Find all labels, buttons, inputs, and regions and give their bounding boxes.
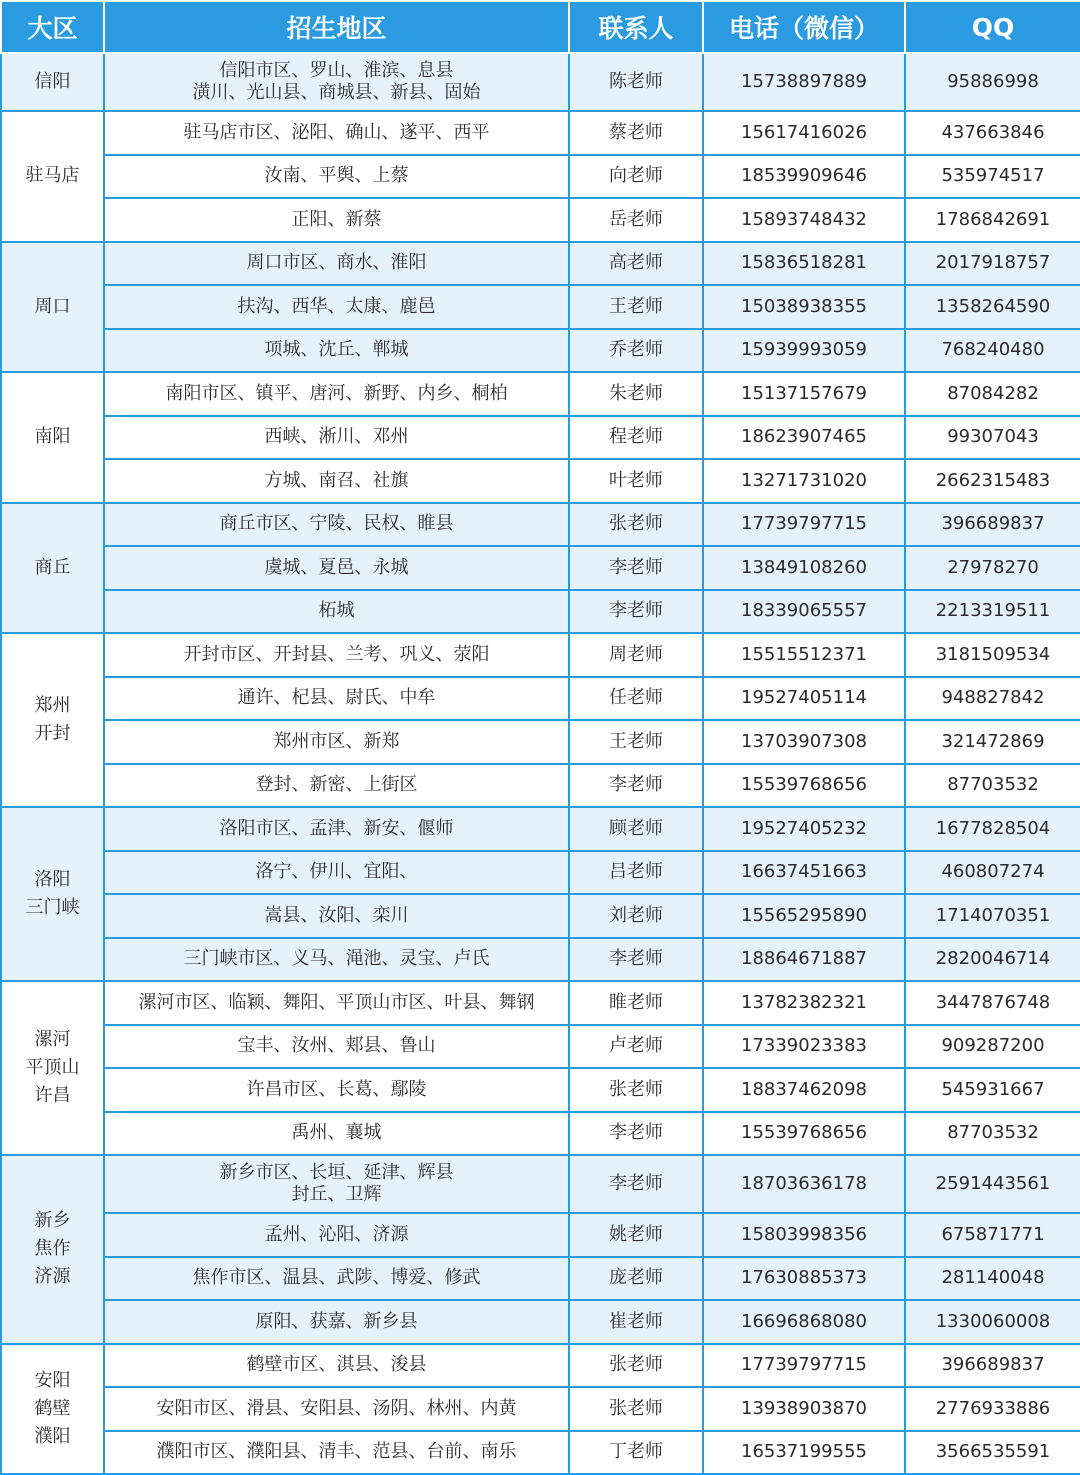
phone-cell: 15836518281: [703, 242, 905, 286]
contact-cell: 李老师: [569, 546, 703, 590]
area-label: 方城、南召、社旗: [264, 469, 409, 491]
table-row: [1, 1344, 1080, 1388]
table-row: [1, 720, 1080, 764]
area-cell: [104, 1300, 569, 1344]
region-label: 郑州: [34, 695, 71, 716]
area-label: 洛阳市区、孟津、新安、偃师: [219, 817, 454, 839]
phone-cell: 15137157679: [703, 372, 905, 416]
area-cell: [104, 372, 569, 416]
table-row: [1, 807, 1080, 851]
qq-cell: 2820046714: [905, 938, 1080, 982]
area-label: 洛宁、伊川、宜阳、: [255, 861, 418, 883]
header-row: [1, 1, 1080, 53]
area-label: 禹州、襄城: [291, 1122, 382, 1144]
phone-cell: 18837462098: [703, 1068, 905, 1112]
contact-cell: 岳老师: [569, 198, 703, 242]
area-label: 通许、杞县、尉氏、中牟: [237, 687, 436, 709]
contact-cell: 张老师: [569, 1344, 703, 1388]
qq-cell: 1358264590: [905, 285, 1080, 329]
table-row: [1, 503, 1080, 547]
qq-cell: 460807274: [905, 851, 1080, 895]
table-row: [1, 285, 1080, 329]
qq-cell: 2017918757: [905, 242, 1080, 286]
area-label: 原阳、获嘉、新乡县: [255, 1310, 418, 1332]
qq-cell: 535974517: [905, 155, 1080, 199]
area-cell: [104, 894, 569, 938]
phone-cell: 15939993059: [703, 329, 905, 373]
area-label: 项城、沈丘、郸城: [264, 339, 409, 361]
area-label: 南阳市区、镇平、唐河、新野、内乡、桐柏: [165, 382, 508, 404]
area-label: 西峡、淅川、邓州: [264, 426, 409, 448]
area-label: 宝丰、汝州、郏县、鲁山: [237, 1035, 436, 1057]
contact-cell: 向老师: [569, 155, 703, 199]
phone-cell: 16637451663: [703, 851, 905, 895]
area-cell: [104, 764, 569, 808]
region-label: 信阳: [34, 71, 71, 92]
qq-cell: 3566535591: [905, 1431, 1080, 1475]
qq-cell: 948827842: [905, 677, 1080, 721]
phone-cell: 15565295890: [703, 894, 905, 938]
region-cell: [1, 372, 104, 503]
phone-cell: 13271731020: [703, 459, 905, 503]
region-label: 周口: [34, 295, 71, 317]
region-label: 鹤壁: [34, 1397, 71, 1419]
qq-cell: 768240480: [905, 329, 1080, 373]
qq-cell: 87084282: [905, 372, 1080, 416]
phone-cell: 18539909646: [703, 155, 905, 199]
area-cell: [104, 155, 569, 199]
qq-cell: 1677828504: [905, 807, 1080, 851]
phone-cell: 17630885373: [703, 1257, 905, 1301]
qq-cell: 396689837: [905, 1344, 1080, 1388]
table-row: [1, 242, 1080, 286]
table-row: [1, 155, 1080, 199]
table-row: [1, 1068, 1080, 1112]
area-cell: [104, 1431, 569, 1475]
table-row: [1, 1387, 1080, 1431]
contact-cell: 卢老师: [569, 1025, 703, 1069]
area-label: 虞城、夏邑、永城: [264, 556, 409, 578]
table-row: [1, 633, 1080, 677]
header-phone: 电话（微信）: [703, 1, 905, 53]
area-cell: [104, 633, 569, 677]
contact-cell: 张老师: [569, 1068, 703, 1112]
table-row: [1, 416, 1080, 460]
area-label: 商丘市区、宁陵、民权、睢县: [219, 513, 454, 535]
area-cell: [104, 981, 569, 1025]
table-row: [1, 938, 1080, 982]
qq-cell: 675871771: [905, 1213, 1080, 1257]
table-row: [1, 1213, 1080, 1257]
contact-cell: 周老师: [569, 633, 703, 677]
area-cell: [104, 546, 569, 590]
phone-cell: 16696868080: [703, 1300, 905, 1344]
area-label: 扶沟、西华、太康、鹿邑: [237, 295, 436, 317]
contact-cell: 乔老师: [569, 329, 703, 373]
contact-cell: 李老师: [569, 590, 703, 634]
header-qq: QQ: [905, 1, 1080, 53]
area-cell: [104, 720, 569, 764]
area-cell: [104, 198, 569, 242]
area-label: 潢川、光山县、商城县、新县、固始: [192, 82, 481, 103]
phone-cell: 13782382321: [703, 981, 905, 1025]
area-cell: [104, 1112, 569, 1156]
region-label: 安阳: [34, 1369, 71, 1391]
qq-cell: 95886998: [905, 53, 1080, 111]
area-cell: [104, 53, 569, 111]
contact-cell: 王老师: [569, 285, 703, 329]
contact-cell: 李老师: [569, 764, 703, 808]
area-label: 正阳、新蔡: [291, 208, 382, 230]
phone-cell: 18623907465: [703, 416, 905, 460]
region-label: 焦作: [34, 1238, 71, 1260]
area-cell: [104, 285, 569, 329]
contact-cell: 任老师: [569, 677, 703, 721]
area-label: 信阳市区、罗山、淮滨、息县: [219, 60, 454, 81]
header-area: 招生地区: [104, 1, 569, 53]
area-label: 郑州市区、新郑: [273, 730, 400, 752]
contact-cell: 高老师: [569, 242, 703, 286]
region-cell: [1, 633, 104, 807]
area-label: 安阳市区、滑县、安阳县、汤阴、林州、内黄: [156, 1397, 517, 1419]
qq-cell: 2662315483: [905, 459, 1080, 503]
contact-cell: 蔡老师: [569, 111, 703, 155]
region-cell: [1, 981, 104, 1155]
area-cell: [104, 503, 569, 547]
area-cell: [104, 242, 569, 286]
area-cell: [104, 459, 569, 503]
phone-cell: 18703636178: [703, 1155, 905, 1213]
table-row: [1, 1300, 1080, 1344]
phone-cell: 15539768656: [703, 1112, 905, 1156]
table-row: [1, 1431, 1080, 1475]
contact-cell: 吕老师: [569, 851, 703, 895]
region-label: 驻马店: [25, 165, 80, 187]
qq-cell: 281140048: [905, 1257, 1080, 1301]
region-cell: [1, 1344, 104, 1475]
phone-cell: 15803998356: [703, 1213, 905, 1257]
qq-cell: 99307043: [905, 416, 1080, 460]
area-label: 驻马店市区、泌阳、确山、遂平、西平: [183, 121, 490, 143]
table-row: [1, 851, 1080, 895]
region-label: 新乡: [34, 1210, 71, 1232]
region-cell: [1, 53, 104, 111]
area-label: 登封、新密、上街区: [255, 774, 418, 796]
contact-cell: 张老师: [569, 503, 703, 547]
qq-cell: 1714070351: [905, 894, 1080, 938]
region-label: 许昌: [34, 1085, 71, 1106]
contact-cell: 顾老师: [569, 807, 703, 851]
qq-cell: 1330060008: [905, 1300, 1080, 1344]
area-cell: [104, 1344, 569, 1388]
phone-cell: 17339023383: [703, 1025, 905, 1069]
area-label: 焦作市区、温县、武陟、博爱、修武: [192, 1267, 481, 1289]
area-cell: [104, 807, 569, 851]
region-label: 济源: [34, 1266, 71, 1288]
qq-cell: 909287200: [905, 1025, 1080, 1069]
region-label: 平顶山: [25, 1057, 80, 1078]
qq-cell: 1786842691: [905, 198, 1080, 242]
header-region: 大区: [1, 1, 104, 53]
region-label: 南阳: [34, 426, 71, 448]
region-label: 漯河: [34, 1029, 71, 1050]
area-label: 汝南、平舆、上蔡: [264, 165, 409, 187]
phone-cell: 15617416026: [703, 111, 905, 155]
qq-cell: 2591443561: [905, 1155, 1080, 1213]
qq-cell: 27978270: [905, 546, 1080, 590]
contact-cell: 李老师: [569, 1112, 703, 1156]
region-label: 三门峡: [25, 897, 80, 918]
contact-cell: 王老师: [569, 720, 703, 764]
area-label: 嵩县、汝阳、栾川: [264, 904, 409, 926]
area-cell: [104, 1387, 569, 1431]
area-cell: [104, 851, 569, 895]
table-row: [1, 53, 1080, 111]
contact-cell: 张老师: [569, 1387, 703, 1431]
table-row: [1, 546, 1080, 590]
table-row: [1, 459, 1080, 503]
table-row: [1, 1112, 1080, 1156]
contact-cell: 朱老师: [569, 372, 703, 416]
phone-cell: 18864671887: [703, 938, 905, 982]
table-row: [1, 111, 1080, 155]
area-label: 濮阳市区、濮阳县、清丰、范县、台前、南乐: [156, 1441, 517, 1463]
region-cell: [1, 1155, 104, 1344]
area-cell: [104, 590, 569, 634]
area-cell: [104, 329, 569, 373]
qq-cell: 545931667: [905, 1068, 1080, 1112]
table-row: [1, 894, 1080, 938]
contact-cell: 刘老师: [569, 894, 703, 938]
region-label: 商丘: [34, 556, 71, 578]
qq-cell: 396689837: [905, 503, 1080, 547]
region-label: 开封: [34, 723, 71, 744]
qq-cell: 2776933886: [905, 1387, 1080, 1431]
area-label: 漯河市区、临颖、舞阳、平顶山市区、叶县、舞钢: [138, 991, 535, 1013]
phone-cell: 18339065557: [703, 590, 905, 634]
area-label: 新乡市区、长垣、延津、辉县: [219, 1162, 454, 1183]
phone-cell: 16537199555: [703, 1431, 905, 1475]
area-label: 鹤壁市区、淇县、浚县: [246, 1354, 427, 1376]
phone-cell: 13703907308: [703, 720, 905, 764]
phone-cell: 15539768656: [703, 764, 905, 808]
phone-cell: 15893748432: [703, 198, 905, 242]
qq-cell: 437663846: [905, 111, 1080, 155]
region-cell: [1, 242, 104, 373]
table-row: [1, 1155, 1080, 1213]
table-body: [1, 53, 1080, 1474]
area-label: 许昌市区、长葛、鄢陵: [246, 1078, 427, 1100]
region-cell: [1, 807, 104, 981]
qq-cell: 87703532: [905, 1112, 1080, 1156]
qq-cell: 321472869: [905, 720, 1080, 764]
qq-cell: 2213319511: [905, 590, 1080, 634]
contact-cell: 陈老师: [569, 53, 703, 111]
qq-cell: 3181509534: [905, 633, 1080, 677]
region-label: 洛阳: [34, 869, 71, 890]
table-row: [1, 590, 1080, 634]
phone-cell: 15738897889: [703, 53, 905, 111]
area-cell: [104, 1213, 569, 1257]
area-cell: [104, 677, 569, 721]
table-row: [1, 1025, 1080, 1069]
area-cell: [104, 1257, 569, 1301]
table-header: [1, 1, 1080, 53]
table-row: [1, 1257, 1080, 1301]
table-row: [1, 981, 1080, 1025]
table-row: [1, 677, 1080, 721]
contact-cell: 姚老师: [569, 1213, 703, 1257]
table-row: [1, 764, 1080, 808]
qq-cell: 87703532: [905, 764, 1080, 808]
phone-cell: 13938903870: [703, 1387, 905, 1431]
area-label: 开封市区、开封县、兰考、巩义、荥阳: [183, 643, 490, 665]
area-label: 三门峡市区、义马、渑池、灵宝、卢氏: [183, 948, 490, 970]
header-contact: 联系人: [569, 1, 703, 53]
area-label: 柘城: [318, 600, 355, 622]
phone-cell: 15038938355: [703, 285, 905, 329]
phone-cell: 19527405114: [703, 677, 905, 721]
region-cell: [1, 111, 104, 242]
region-cell: [1, 503, 104, 634]
phone-cell: 17739797715: [703, 503, 905, 547]
table-row: [1, 372, 1080, 416]
area-label: 封丘、卫辉: [291, 1184, 382, 1205]
contact-cell: 睢老师: [569, 981, 703, 1025]
contact-cell: 丁老师: [569, 1431, 703, 1475]
area-cell: [104, 1025, 569, 1069]
contact-cell: 李老师: [569, 1155, 703, 1213]
area-cell: [104, 1155, 569, 1213]
area-cell: [104, 111, 569, 155]
region-label: 濮阳: [34, 1425, 71, 1447]
area-cell: [104, 938, 569, 982]
area-label: 孟州、沁阳、济源: [264, 1223, 409, 1245]
contact-cell: 崔老师: [569, 1300, 703, 1344]
contact-cell: 程老师: [569, 416, 703, 460]
area-cell: [104, 416, 569, 460]
phone-cell: 13849108260: [703, 546, 905, 590]
phone-cell: 15515512371: [703, 633, 905, 677]
phone-cell: 19527405232: [703, 807, 905, 851]
phone-cell: 17739797715: [703, 1344, 905, 1388]
contact-cell: 庞老师: [569, 1257, 703, 1301]
contact-cell: 叶老师: [569, 459, 703, 503]
contact-cell: 李老师: [569, 938, 703, 982]
area-label: 周口市区、商水、淮阳: [246, 252, 427, 274]
area-cell: [104, 1068, 569, 1112]
table-row: [1, 329, 1080, 373]
qq-cell: 3447876748: [905, 981, 1080, 1025]
table-row: [1, 198, 1080, 242]
